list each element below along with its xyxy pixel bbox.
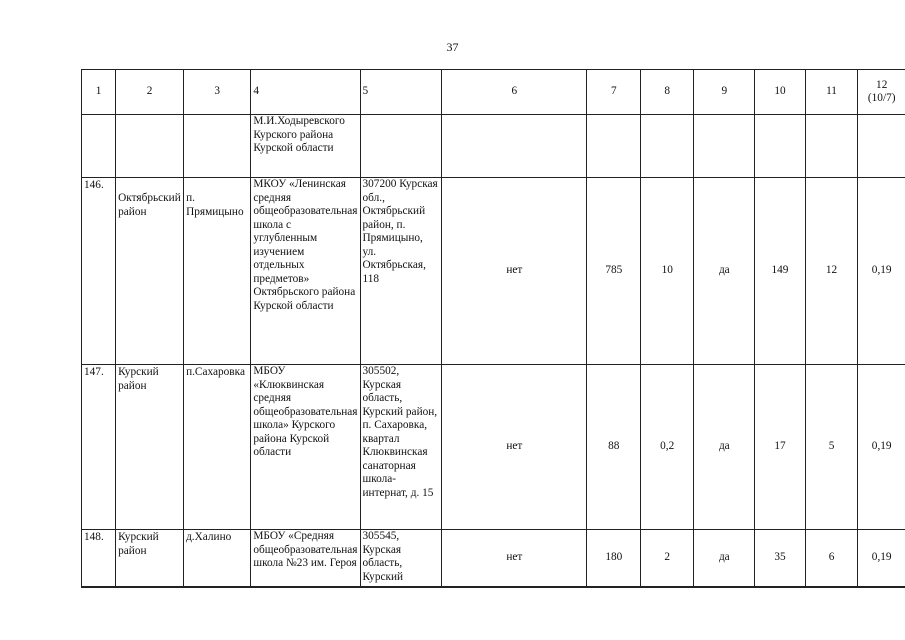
table-row [82,530,905,588]
data-table [81,69,905,588]
school-cell: МКОУ «Ленинская средняя общеобразовательная школа с углубленным изучением отдельных предметов» Октябрьского района Курской области [251,178,360,365]
cell-12: 0,19 [858,365,905,530]
school-cell: М.И.Ходыревского Курского района Курской области [251,115,360,178]
cell-8: 0,2 [641,365,694,530]
table-row [82,178,905,365]
header-cell: 9 [694,70,755,115]
cell-10: 17 [755,365,805,530]
cell-12: 0,19 [858,530,905,588]
settlement-cell: п. Прямицыно [184,178,251,365]
cell-7: 88 [587,365,641,530]
cell-8: 2 [641,530,694,588]
header-cell: 8 [641,70,694,115]
header-row [82,70,905,115]
header-cell: 5 [360,70,442,115]
district-cell: Курский район [116,365,184,530]
cell-7: 180 [587,530,641,588]
settlement-cell: д.Халино [184,530,251,588]
header-cell: 6 [442,70,587,115]
district-cell: Курский район [116,530,184,588]
settlement-cell: п.Сахаровка [184,365,251,530]
row-number: 146. [82,178,116,365]
header-cell: 12 (10/7) [858,70,905,115]
cell-10: 149 [755,178,805,365]
cell-11: 5 [805,365,858,530]
cell-6: нет [442,178,587,365]
table-row [82,115,905,178]
cell-7: 785 [587,178,641,365]
school-cell: МБОУ «Клюквинская средняя общеобразовательная школа» Курского района Курской области [251,365,360,530]
header-cell: 11 [805,70,858,115]
header-cell: 2 [116,70,184,115]
cell-9: да [694,530,755,588]
cell-9: да [694,365,755,530]
cell-9: да [694,178,755,365]
cell-11: 12 [805,178,858,365]
row-number: 147. [82,365,116,530]
cell-10: 35 [755,530,805,588]
cell-6: нет [442,365,587,530]
district-cell: Октябрьский район [116,178,184,365]
header-cell: 10 [755,70,805,115]
header-cell: 3 [184,70,251,115]
header-cell: 4 [251,70,360,115]
page-number: 37 [446,40,459,54]
header-cell: 7 [587,70,641,115]
table-row [82,365,905,530]
cell-8: 10 [641,178,694,365]
address-cell: 305502, Курская область, Курский район, п. Сахаровка, квартал Клюквинская санаторная школа-интернат, д. 15 [360,365,442,530]
school-cell: МБОУ «Средняя общеобразовательная школа №23 им. Героя [251,530,360,588]
cell-11: 6 [805,530,858,588]
header-cell: 1 [82,70,116,115]
cell-6: нет [442,530,587,588]
address-cell: 305545, Курская область, Курский [360,530,442,588]
row-number: 148. [82,530,116,588]
address-cell: 307200 Курская обл., Октябрьский район, п. Прямицыно, ул. Октябрьская, 118 [360,178,442,365]
cell-12: 0,19 [858,178,905,365]
